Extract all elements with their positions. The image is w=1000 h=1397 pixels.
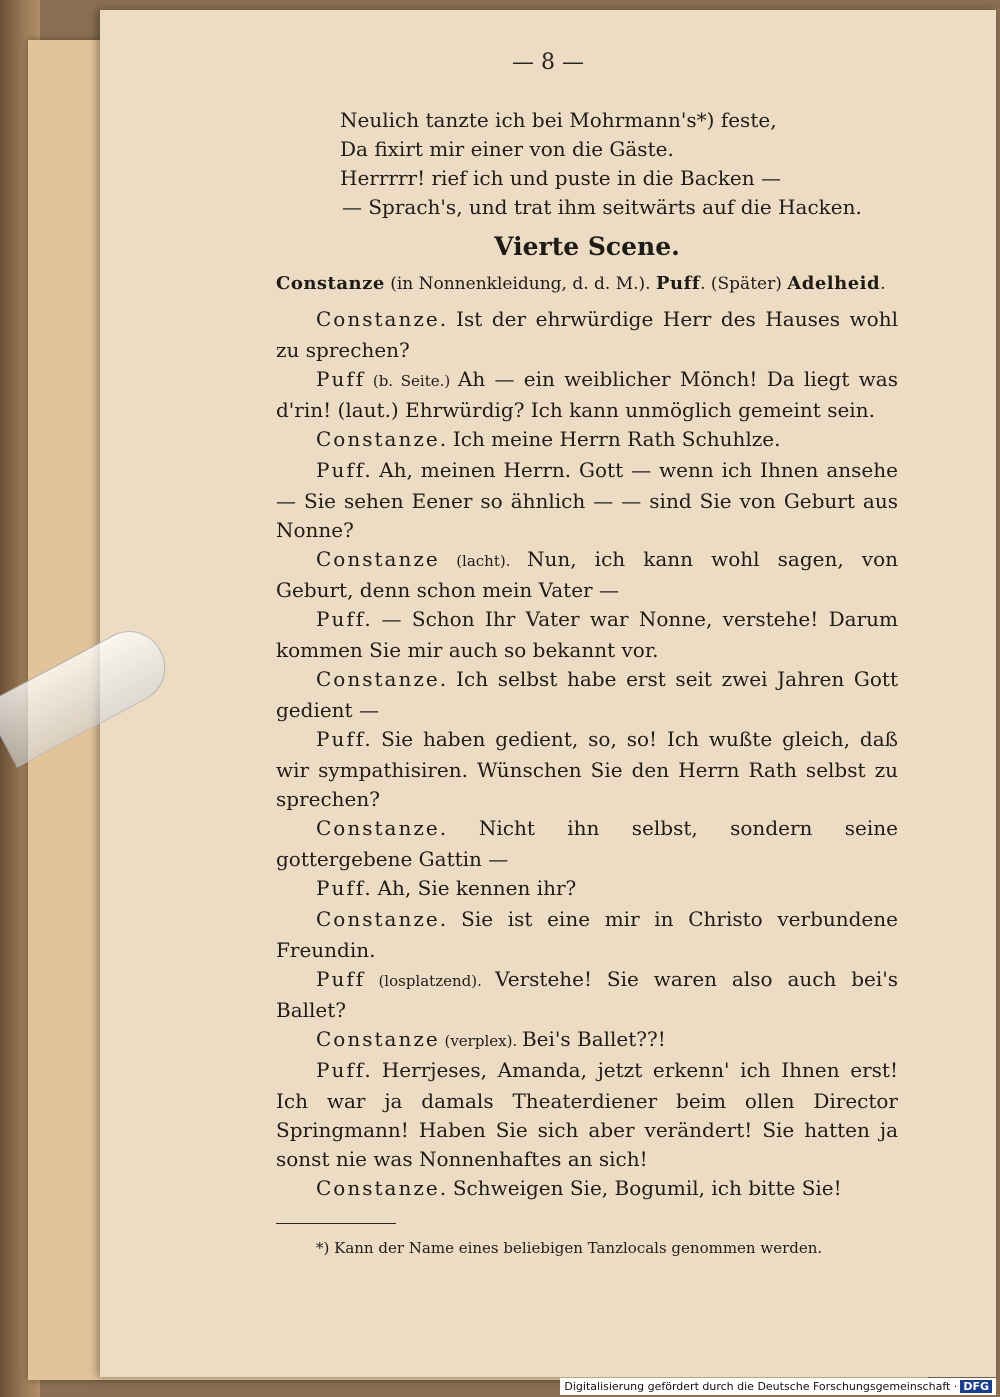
dialogue-paragraph (276, 874, 898, 905)
speaker-name: Puff (316, 367, 366, 391)
speech-text: Herrjeses, Amanda, jetzt erkenn' ich Ihnen erst! Ich war ja damals Theaterdiener beim ollen Director Springmann! Haben Sie sich aber verändert! Sie hatten ja sonst nie was Nonnenhaftes an sich! (276, 1058, 898, 1171)
speech-text: Bei's Ballet??! (521, 1027, 666, 1051)
cast-name: Puff (655, 273, 701, 294)
speech-text: Ah, Sie kennen ihr? (377, 876, 577, 900)
cast-note: (in Nonnenkleidung, d. d. M.). (384, 274, 651, 294)
speech-text: — Schon Ihr Vater war Nonne, verstehe! Darum kommen Sie mir auch so bekannt vor. (276, 607, 898, 662)
book-page (100, 10, 996, 1377)
stage-direction: (lacht). (439, 552, 527, 570)
dialogue-paragraph (276, 905, 898, 965)
verse-block (276, 106, 898, 222)
cast-list (276, 269, 898, 299)
dialogue-paragraph (276, 365, 898, 425)
cast-name: Adelheid (787, 273, 881, 294)
stage-direction: (verplex). (439, 1032, 522, 1050)
dialogue-paragraph (276, 545, 898, 605)
speaker-name: Puff. (316, 727, 373, 751)
speech-text: Nicht ihn selbst, sondern seine gottergebene Gattin — (276, 816, 898, 871)
stage-direction (448, 821, 479, 839)
speech-text: Schweigen Sie, Bogumil, ich bitte Sie! (452, 1176, 842, 1200)
dialogue-paragraph (276, 456, 898, 545)
speech-text: Verstehe! Sie waren also auch bei's Ballet? (276, 967, 899, 1022)
speech-text: Sie haben gedient, so, so! Ich wußte gleich, daß wir sympathisiren. Wünschen Sie den Herrn Rath selbst zu sprechen? (276, 727, 898, 811)
speech-text: Ah — ein weiblicher Mönch! Da liegt was d'rin! (laut.) Ehrwürdig? Ich kann unmöglich gemeint sein. (276, 367, 898, 422)
dfg-logo: DFG (960, 1380, 992, 1393)
dialogue-paragraph (276, 305, 898, 365)
speaker-name: Puff. (316, 458, 373, 482)
stage-direction (448, 312, 456, 330)
dialogue-paragraph (276, 814, 898, 874)
speaker-name: Constanze. (316, 1176, 449, 1200)
digitization-footer (560, 1378, 996, 1395)
verse-line: Da fixirt mir einer von die Gäste. (340, 137, 674, 161)
verse-line: — Sprach's, und trat ihm seitwärts auf die Hacken. (342, 195, 862, 219)
footnote-rule (276, 1223, 396, 1224)
cast-note: . (880, 274, 886, 294)
speech-text: Sie ist eine mir in Christo verbundene Freundin. (276, 907, 898, 962)
cast-name: Constanze (276, 273, 385, 294)
footnote: *) Kann der Name eines beliebigen Tanzlocals genommen werden. (316, 1239, 823, 1257)
speaker-name: Puff. (316, 876, 373, 900)
dialogue-paragraph (276, 1174, 898, 1205)
speech-text: Ich selbst habe erst seit zwei Jahren Gott gedient — (276, 667, 898, 722)
dialogue-paragraph (276, 1056, 898, 1174)
verse-line: Neulich tanzte ich bei Mohrmann's*) feste, (340, 108, 777, 132)
stage-direction: (b. Seite.) (365, 372, 458, 390)
verse-line: Herrrrr! rief ich und puste in die Backen — (340, 166, 782, 190)
stage-direction (373, 1063, 382, 1081)
stage-direction (448, 672, 456, 690)
speaker-name: Constanze. (316, 307, 449, 331)
stage-direction (448, 912, 461, 930)
speaker-name: Puff. (316, 1058, 373, 1082)
scene-title: Vierte Scene. (494, 232, 680, 261)
page-text (276, 106, 898, 1263)
stage-direction (373, 732, 381, 750)
dialogue-paragraph (276, 725, 898, 814)
dialogue-paragraph (276, 665, 898, 725)
dialogue-paragraph (276, 425, 898, 456)
page-number: — 8 — (512, 50, 584, 75)
speaker-name: Constanze. (316, 907, 449, 931)
speech-text: Nun, ich kann wohl sagen, von Geburt, denn schon mein Vater — (276, 547, 898, 602)
speaker-name: Constanze. (316, 427, 449, 451)
dialogue (276, 305, 898, 1205)
speaker-name: Constanze (316, 1027, 440, 1051)
speech-text: Ich meine Herrn Rath Schuhlze. (452, 427, 781, 451)
stage-direction (373, 612, 382, 630)
speaker-name: Constanze. (316, 667, 449, 691)
dialogue-paragraph (276, 1025, 898, 1056)
speaker-name: Constanze (316, 547, 440, 571)
speaker-name: Puff (316, 967, 366, 991)
speech-text: Ist der ehrwürdige Herr des Hauses wohl zu sprechen? (276, 307, 898, 362)
footer-text: Digitalisierung gefördert durch die Deutsche Forschungsgemeinschaft · (564, 1380, 958, 1393)
speech-text: Ah, meinen Herrn. Gott — wenn ich Ihnen ansehe — Sie sehen Eener so ähnlich — — sind Sie von Geburt aus Nonne? (276, 458, 898, 542)
stage-direction: (losplatzend). (365, 972, 496, 990)
cast-note: . (Später) (700, 274, 788, 294)
dialogue-paragraph (276, 605, 898, 665)
dialogue-paragraph (276, 965, 898, 1025)
speaker-name: Constanze. (316, 816, 449, 840)
speaker-name: Puff. (316, 607, 373, 631)
